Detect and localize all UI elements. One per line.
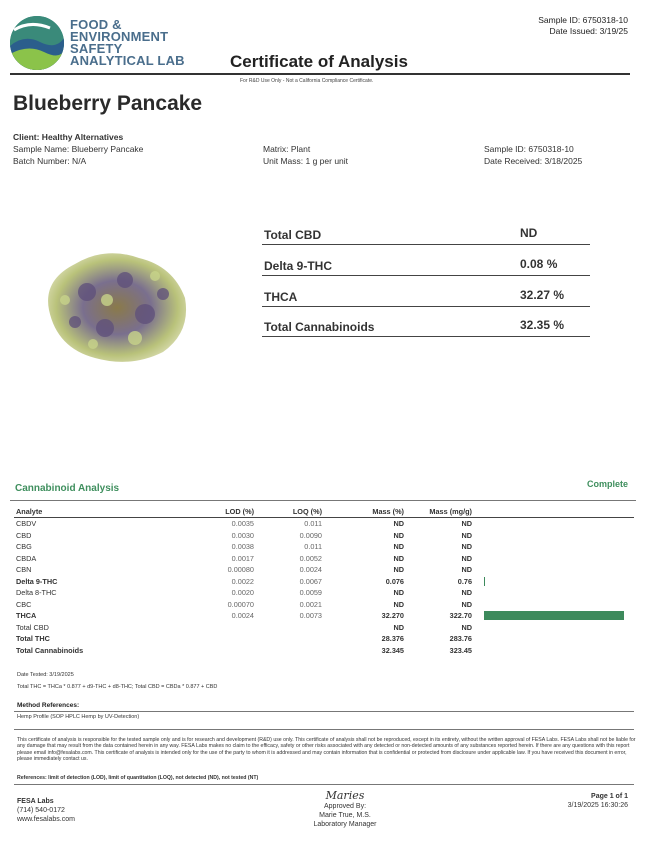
mass-mg-cell: 283.76: [449, 634, 472, 644]
lod-cell: 0.0017: [231, 553, 254, 563]
lod-cell: [176, 633, 264, 645]
method-title: Method References:: [17, 702, 80, 709]
bar-cell: [474, 633, 634, 645]
document-title: Certificate of Analysis: [230, 52, 408, 71]
analyte-cell: CBDV: [16, 519, 37, 529]
approved-by-label: Approved By:: [323, 803, 367, 810]
col-bar: [474, 505, 634, 518]
mass-pct-cell: ND: [393, 553, 404, 563]
product-name: Blueberry Pancake: [13, 92, 203, 115]
mass-bar: [484, 611, 624, 620]
footer-approval: [300, 790, 390, 829]
mass-mg-cell: 322.70: [449, 611, 472, 621]
table-row: [14, 587, 634, 599]
approver-signature: Maries: [325, 789, 365, 802]
mass-mg-cell: 0.76: [457, 576, 472, 586]
lod-cell: 0.0020: [231, 588, 254, 598]
mass-mg-cell: ND: [461, 519, 472, 529]
method-text: Hemp Profile (SOP HPLC Hemp by UV-Detection): [17, 714, 140, 720]
table-row: [14, 541, 634, 553]
loq-cell: 0.0021: [299, 599, 322, 609]
loq-cell: [264, 622, 324, 634]
summary-row-total-cannabinoids: [262, 314, 590, 337]
col-mass-pct: Mass (%): [324, 505, 406, 518]
bar-cell: [474, 645, 634, 657]
loq-cell: 0.0059: [299, 588, 322, 598]
header-date-issued: Date Issued: 3/19/25: [549, 26, 628, 36]
mass-mg-cell: ND: [461, 588, 472, 598]
col-lod: LOD (%): [176, 505, 264, 518]
summary-value: 0.08 %: [520, 257, 558, 271]
summary-label: THCA: [264, 290, 298, 304]
table-row: [14, 576, 634, 588]
analyte-cell: Total Cannabinoids: [16, 645, 84, 655]
lod-cell: 0.0022: [231, 576, 254, 586]
footer-lab-name: FESA Labs: [17, 798, 54, 805]
document-subtitle: For R&D Use Only - Not a California Compliance Certificate.: [240, 78, 374, 84]
footer-lab-contact: [17, 797, 75, 824]
analyte-cell: CBG: [16, 542, 32, 552]
mass-pct-cell: ND: [393, 565, 404, 575]
analyte-cell: CBD: [16, 530, 32, 540]
analyte-cell: Total THC: [16, 634, 50, 644]
mass-mg-cell: ND: [461, 599, 472, 609]
bar-cell: [474, 518, 634, 530]
unit-mass: Unit Mass: 1 g per unit: [263, 156, 349, 166]
footer-phone: (714) 540-0172: [17, 807, 65, 814]
loq-cell: 0.0073: [299, 611, 322, 621]
disclaimer-divider: [14, 729, 634, 730]
bar-cell: [474, 553, 634, 565]
client-info: [13, 131, 143, 167]
mass-mg-cell: ND: [461, 530, 472, 540]
summary-row-thca: [262, 284, 590, 307]
lab-name: FOOD & ENVIRONMENT SAFETY ANALYTICAL LAB: [70, 17, 185, 68]
analyte-cell: Delta 9-THC: [16, 576, 58, 586]
summary-label: Total Cannabinoids: [264, 320, 375, 334]
mass-mg-cell: 323.45: [449, 645, 472, 655]
mass-mg-cell: ND: [461, 553, 472, 563]
analyte-cell: CBC: [16, 599, 32, 609]
mass-pct-cell: 32.270: [381, 611, 404, 621]
table-row: [14, 553, 634, 565]
sample-info: [484, 143, 582, 167]
summary-label: Total CBD: [264, 228, 322, 242]
col-mass-mg: Mass (mg/g): [406, 505, 474, 518]
mass-pct-cell: ND: [393, 588, 404, 598]
loq-cell: 0.011: [304, 542, 322, 552]
table-row: [14, 610, 634, 622]
lod-cell: 0.00080: [227, 565, 254, 575]
footer-divider: [14, 784, 634, 785]
table-row: [14, 599, 634, 611]
mass-pct-cell: 28.376: [381, 634, 404, 644]
mass-pct-cell: ND: [393, 530, 404, 540]
footer-page-info: [568, 792, 628, 810]
loq-cell: 0.0024: [299, 565, 322, 575]
lod-cell: 0.0024: [231, 611, 254, 621]
table-row: [14, 530, 634, 542]
page-number: Page 1 of 1: [591, 793, 628, 800]
loq-cell: [264, 645, 324, 657]
mass-pct-cell: ND: [393, 622, 404, 632]
analysis-divider: [10, 500, 636, 501]
table-row: [14, 622, 634, 634]
analyte-cell: THCA: [16, 611, 37, 621]
cannabinoid-table: [14, 505, 634, 656]
loq-cell: 0.0067: [299, 576, 322, 586]
bar-cell: [474, 530, 634, 542]
bar-cell: [474, 610, 634, 622]
mass-pct-cell: ND: [393, 599, 404, 609]
mass-pct-cell: ND: [393, 542, 404, 552]
table-header-row: [14, 505, 634, 518]
mass-mg-cell: ND: [461, 542, 472, 552]
lod-cell: 0.0030: [231, 530, 254, 540]
approver-name: Marie True, M.S.: [319, 812, 371, 819]
calculation-formula: Total THC = THCa * 0.877 + d9-THC + d8-THC; Total CBD = CBDa * 0.877 + CBD: [17, 684, 218, 690]
mass-mg-cell: ND: [461, 622, 472, 632]
analysis-status: Complete: [586, 479, 628, 489]
method-divider: [14, 711, 634, 712]
lod-cell: 0.0038: [231, 542, 254, 552]
loq-cell: 0.011: [304, 519, 322, 529]
table-row: [14, 518, 634, 530]
lod-cell: [176, 622, 264, 634]
summary-value: ND: [520, 226, 538, 240]
approver-role: Laboratory Manager: [313, 821, 377, 828]
bar-cell: [474, 541, 634, 553]
bar-cell: [474, 587, 634, 599]
bar-cell: [474, 599, 634, 611]
batch-number: Batch Number: N/A: [13, 156, 87, 166]
client-name: Client: Healthy Alternatives: [13, 132, 124, 142]
mass-pct-cell: 32.345: [381, 645, 404, 655]
analysis-title: Cannabinoid Analysis: [15, 483, 120, 494]
table-row: [14, 564, 634, 576]
matrix: Matrix: Plant: [263, 144, 311, 154]
loq-cell: [264, 633, 324, 645]
analyte-cell: Total CBD: [16, 622, 49, 632]
header-sample-id: Sample ID: 6750318-10: [538, 15, 628, 25]
summary-value: 32.35 %: [520, 318, 565, 332]
summary-row-total-cbd: [262, 222, 590, 245]
bar-cell: [474, 564, 634, 576]
analyte-cell: CBDA: [16, 553, 37, 563]
analyte-cell: Delta 8-THC: [16, 588, 57, 598]
matrix-info: [263, 143, 348, 167]
disclaimer-text: This certificate of analysis is responsible for the tested sample only and is for research and development (R&D) use only. This certificate of analysis shall not be reproduced, except in its entirety, without the written approval of FESA Labs. FESA Labs shall not be liable for any damage that may result from the data contained herein in any way. FESA Labs makes no claim to the efficacy, safety or other risks associated with any detected or non-detected amounts of any substances reported herein. If there are any questions with this report please email info@fesalabs.com. This certificate of analysis is intended only for the use of the party to whom it is addressed and may contain information that is confidential or protected from disclosure under applicable law. If you have received this document in error, please immediately contact us.: [17, 737, 636, 762]
header-sample-info: [538, 15, 628, 37]
summary-value: 32.27 %: [520, 288, 565, 302]
col-analyte: Analyte: [14, 505, 176, 518]
sample-photo: [35, 240, 195, 370]
lod-cell: 0.0035: [231, 519, 254, 529]
mass-bar: [484, 577, 485, 586]
table-row: [14, 645, 634, 657]
footer-website[interactable]: www.fesalabs.com: [17, 816, 75, 823]
report-timestamp: 3/19/2025 16:30:26: [567, 802, 628, 809]
mass-mg-cell: ND: [461, 565, 472, 575]
bar-cell: [474, 622, 634, 634]
analyte-cell: CBN: [16, 565, 32, 575]
loq-cell: 0.0052: [299, 553, 322, 563]
mass-pct-cell: ND: [393, 519, 404, 529]
lod-cell: 0.00070: [227, 599, 254, 609]
sample-name: Sample Name: Blueberry Pancake: [13, 144, 144, 154]
title-divider: [10, 73, 630, 75]
references-text: References: limit of detection (LOD), limit of quantitation (LOQ), not detected (ND), not tested (NT): [17, 775, 259, 781]
summary-row-delta9-thc: [262, 253, 590, 276]
sample-id: Sample ID: 6750318-10: [484, 144, 574, 154]
mass-pct-cell: 0.076: [385, 576, 404, 586]
lod-cell: [176, 645, 264, 657]
summary-label: Delta 9-THC: [264, 259, 333, 273]
col-loq: LOQ (%): [264, 505, 324, 518]
loq-cell: 0.0090: [299, 530, 322, 540]
lab-logo-icon: [10, 16, 64, 70]
date-received: Date Received: 3/18/2025: [484, 156, 583, 166]
bar-cell: [474, 576, 634, 588]
date-tested: Date Tested: 3/19/2025: [17, 672, 74, 678]
table-row: [14, 633, 634, 645]
